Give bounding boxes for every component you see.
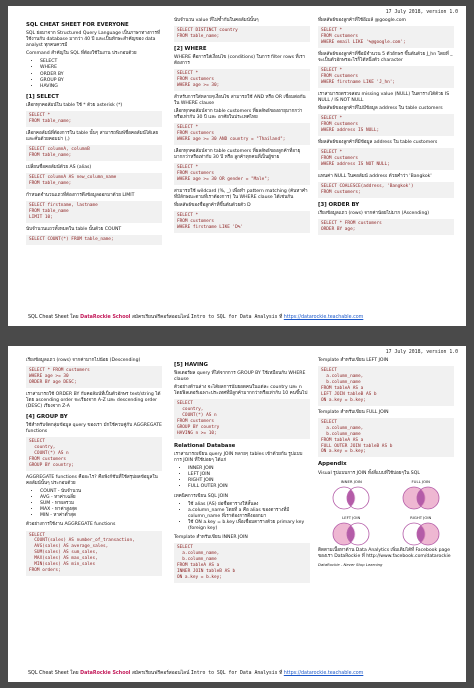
list-item: • ใช้ alias (AS) ย่อชื่อตารางให้สั้นลง (188, 502, 310, 508)
paragraph: SQL ย่อมาจาก Structured Query Language เป็นภาษาทางการที่ใช้งานกับ database มากว่า 40 ปี และเป็นทักษะสำคัญของ data analyst ทุกคนควรมี (26, 31, 160, 49)
venn-label: RIGHT JOIN (410, 514, 432, 520)
paragraph: ใช้สำหรับจัดกลุ่มข้อมูล query ของเรา มักใช้ควบคู่กับ AGGREGATE functions (26, 423, 162, 435)
venn-label: INNER JOIN (340, 478, 362, 484)
paragraph: ที่ผลลัพธ์ของลูกค้าที่ชื่อมีจำนวน 5 ตัวอักษร ขึ้นต้นด้วย J_hn โดยที่ _ จะเป็นตัวอักษรอะไรก็ได้หนึ่งตัว character (318, 51, 453, 63)
code-block: SELECT country, COUNT(*) AS n FROM customers GROUP BY country HAVING n >= 10; (174, 399, 310, 439)
paragraph: เลือกทุกคอลัมน์จาก table customers ที่ผลลัพธ์ของอายุมากกว่าหรือเท่ากับ 30 ปี และ อาศัยในประเทศไทย (174, 109, 303, 121)
code-block: SELECT COUNT(*) FROM table_name; (26, 235, 162, 245)
code-block: SELECT * FROM customers WHERE firstname LIKE 'D%' (174, 211, 310, 233)
paragraph: เลือกทุกคอลัมน์ใน table ใช้ * ด้วย asterisk (*) (26, 102, 123, 108)
bullet-list (188, 466, 310, 490)
paragraph: Template สำหรับเขียน LEFT JOIN (318, 358, 389, 363)
paragraph: เราสามารถตรวจสอบ missing value (NULL) ในตารางได้ด้วย IS NULL / IS NOT NULL (318, 91, 450, 103)
brand-name: DataRockie School (80, 315, 131, 320)
version-date: 17 July 2018, version 1.0 (385, 10, 458, 15)
code-block: SELECT * FROM customers WHERE email LIKE '%@google.com'; (318, 26, 454, 48)
column-3 (318, 18, 454, 239)
paragraph: เรียงข้อมูลแถว (rows) จากค่ามากไปน้อย (Descending) (26, 358, 141, 363)
paragraph: Command สำคัญใน SQL ที่ต้องใช้ในงาน ประกอบด้วย (26, 51, 137, 57)
paragraph: เลือกทุกคอลัมน์จาก table customers ที่ผลลัพธ์ของลูกค้าที่อายุมากกว่าหรือเท่ากับ 30 ปี หรือ ลูกค้าทุกคนที่เป็นผู้ชาย (174, 149, 301, 161)
paragraph: AGGREGATE functions คืออะไร? คือฟังก์ชันที่ใช้สรุปผลข้อมูลในคอลัมน์นั้นๆ ประกอบด้วย (26, 475, 158, 487)
list-item: • AVG - หาค่าเฉลี่ย (40, 495, 162, 501)
paragraph: กำหนดจำนวนแถวที่ต้องการดึงข้อมูลออกมาด้วย LIMIT (26, 192, 135, 198)
tagline: DataRockie - Never Stop Learning (318, 561, 383, 567)
list-item: • GROUP BY (40, 78, 162, 84)
paragraph: ตัวอย่างการใช้งาน AGGREGATE functions (26, 522, 116, 528)
section-heading: Relational Database (174, 443, 236, 449)
list-item: • a.column_name โดยที่ a คือ alias ของตารางที่มี column_name ที่เราต้องการดึงออกมา (188, 508, 310, 520)
list-item: • WHERE (40, 65, 162, 71)
code-block: SELECT * FROM customers ORDER BY age; (318, 219, 454, 235)
venn-diagram (321, 520, 381, 548)
section-heading: [2] WHERE (174, 45, 207, 52)
column-3 (318, 358, 454, 567)
code-block: SELECT * FROM customers WHERE address IS NOT NULL; (318, 148, 454, 170)
column-2 (174, 18, 310, 237)
venn-item (318, 515, 385, 548)
code-block: SELECT a.column_name, b.column_name FROM tableA AS a LEFT JOIN tableB AS b ON a.key = b.key; (318, 366, 454, 406)
venn-item (388, 515, 455, 548)
column-2 (174, 358, 310, 587)
cheat-sheet-page-2 (8, 346, 466, 682)
code-block: SELECT columnA, columnB FROM table_name; (26, 145, 162, 161)
paragraph: แทนค่า NULL ในคอลัมน์ address ด้วยคำว่า 'Bangkok' (318, 173, 432, 179)
footer (28, 669, 363, 677)
paragraph: สำหรับการใส่หลายๆเงื่อนไข สามารถใช้ AND หรือ OR เชื่อมต่อกันใน WHERE clause (174, 95, 306, 107)
join-venn-diagrams (318, 479, 454, 548)
course-name: Intro to SQL for Data Analysis (190, 315, 278, 320)
list-item: • SUM - หาผลรวม (40, 501, 162, 507)
code-block: SELECT * FROM customers WHERE firstname LIKE 'J_hn'; (318, 66, 454, 88)
code-block: SELECT * FROM customers WHERE address IS NULL; (318, 114, 454, 136)
list-item: • MIN - หาค่าต่ำสุด (40, 513, 162, 519)
list-item: • INNER JOIN (188, 466, 310, 472)
list-item: • ใช้ ON a.key = b.key เพื่อเชื่อมตารางด้วย primary key (foreign key) (188, 520, 310, 532)
paragraph: ที่ผลลัพธ์ของลูกค้าที่ไม่มีข้อมูล address ใน table customers (318, 105, 443, 111)
course-link[interactable]: https://datarockie.teachable.com (283, 671, 364, 676)
footer-text: SQL Cheat Sheet โดย (28, 671, 79, 676)
paragraph: นับจำนวน value ที่ไม่ซ้ำกันในคอลัมน์นั้นๆ (174, 18, 259, 23)
bullet-list (188, 502, 310, 532)
paragraph: สามารถใช้ wildcard (%, _) เพื่อทำ pattern matching (ค้นหาคำที่มีลักษณะตามที่เราต้องการ) ใน WHERE clause ได้เช่นกัน (174, 189, 308, 201)
code-block: SELECT firstname, lastname FROM table_name LIMIT 10; (26, 201, 162, 223)
paragraph: เทคนิคการเขียน SQL JOIN (174, 493, 229, 499)
footer-text-2: สมัครเรียนฟรีคอร์สออนไลน์ (131, 315, 190, 320)
venn-item (388, 479, 455, 512)
section-heading: SQL CHEAT SHEET FOR EVERYONE (26, 22, 129, 28)
venn-diagram (391, 484, 451, 512)
bullet-list (40, 489, 162, 519)
course-link[interactable]: https://datarockie.teachable.com (283, 315, 364, 320)
bullet-list (40, 59, 162, 89)
footer (28, 313, 363, 321)
list-item: • FULL OUTER JOIN (188, 484, 310, 490)
list-item: • SELECT (40, 59, 162, 65)
venn-diagram (321, 484, 381, 512)
venn-label: FULL JOIN (411, 478, 430, 484)
cheat-sheet-page-1 (8, 6, 466, 326)
paragraph: เปลี่ยนชื่อคอลัมน์ด้วย AS (alias) (26, 164, 92, 170)
paragraph: Template สำหรับเขียน FULL JOIN (318, 409, 389, 415)
code-block: SELECT DISTINCT country FROM table_name; (174, 26, 310, 42)
paragraph: เลือกคอลัมน์ที่ต้องการใน table นั้นๆ สามารถพิมพ์ชื่อคอลัมน์ได้เลย และคั่นด้วยคอมม่า (,) (26, 130, 159, 142)
brand-name: DataRockie School (80, 671, 131, 676)
version-date: 17 July 2018, version 1.0 (385, 350, 458, 355)
column-1 (26, 358, 162, 580)
list-item: • HAVING (40, 84, 162, 90)
section-heading: [1] SELECT (26, 93, 59, 100)
paragraph: WHERE คือการใส่เงื่อนไข (conditions) ในการ filter rows ที่เราต้องการ (174, 55, 306, 67)
course-name: Intro to SQL for Data Analysis (190, 671, 278, 676)
section-heading: [5] HAVING (174, 362, 208, 368)
paragraph: Visual รูปแบบการ JOIN ทั้งสี่แบบที่ใช้บ่อยๆใน SQL (318, 470, 420, 476)
list-item: • ORDER BY (40, 72, 162, 78)
list-item: • MAX - หาค่าสูงสุด (40, 507, 162, 513)
paragraph: ที่ผลลัพธ์ของลูกค้าที่ใช้อีเมล์ @google.com (318, 18, 407, 23)
code-block: SELECT COUNT(sales) AS number_of_transaction, AVG(sales) AS average_sales, SUM(sales) AS sum_sales, MAX(sales) AS max_sales, MIN(sales) AS min_sales FROM orders; (26, 531, 162, 577)
code-block: SELECT columnA AS new_column_name FROM table_name; (26, 173, 162, 189)
paragraph: นับจำนวนแถวทั้งหมดใน table นั้นด้วย COUNT (26, 226, 122, 232)
paragraph: เราสามารถใช้ ORDER BY กับคอลัมน์ที่เป็นตัวอักษร text/string ได้ โดย ascending order จะเรียงจาก A-Z และ descending order (DESC) เรียงจาก Z-A (26, 391, 161, 409)
venn-label: LEFT JOIN (342, 514, 361, 520)
paragraph: เรียงข้อมูลแถว (rows) จากค่าน้อยไปมาก (Ascending) (318, 210, 430, 216)
code-block: SELECT * FROM customers WHERE age >= 30 AND country = "Thailand"; (174, 123, 310, 145)
paragraph: ที่ผลลัพธ์ของลูกค้าที่มีข้อมูล address ใน table customers (318, 139, 438, 145)
code-block: SELECT * FROM customers WHERE age >= 30; (174, 69, 310, 91)
paragraph: ติดตามเนื้อหาด้าน Data Analytics เพิ่มเติมได้ที่ Facebook page ของเรา DataRockie ที่ http://www.facebook.com/datarockie (318, 547, 451, 559)
section-heading: Appendix (318, 461, 347, 468)
list-item: • LEFT JOIN (188, 472, 310, 478)
code-block: SELECT * FROM customers WHERE age >= 30 OR gender = "Male"; (174, 163, 310, 185)
paragraph: เราสามารถเขียน query JOIN หลายๆ tables เข้าด้วยกัน รูปแบบการ JOIN ที่ใช้บ่อยๆ ได้แก่ (174, 452, 303, 464)
venn-item (318, 479, 385, 512)
code-block: SELECT * FROM customers WHERE age >= 30 ORDER BY age DESC; (26, 366, 162, 388)
code-block: SELECT COALESCE(address, 'Bangkok') FROM customers; (318, 182, 454, 198)
code-block: SELECT a.column_name, b.column_name FROM tableA AS a INNER JOIN tableB AS b ON a.key = b.key; (174, 543, 310, 583)
paragraph: ที่ผลลัพธ์ของชื่อลูกค้าที่ขึ้นต้นด้วยตัว D (174, 203, 251, 209)
footer-text-3: ที่ (279, 315, 283, 320)
footer-text-3: ที่ (279, 671, 283, 676)
code-block: SELECT country, COUNT(*) AS n FROM customers GROUP BY country; (26, 437, 162, 471)
paragraph: Template สำหรับเขียน INNER JOIN (174, 534, 248, 540)
venn-diagram (391, 520, 451, 548)
code-block: SELECT * FROM table_name; (26, 111, 162, 127)
list-item: • COUNT - นับจำนวน (40, 489, 162, 495)
paragraph: ตัวอย่างด้านล่าง จะได้ผลการนับยอดคนในแต่ละ country และ n โดยฟิลเตอร์เฉพาะประเทศที่มีลูกค้ามากกว่าหรือเท่ากับ 10 คนขึ้นไป (174, 385, 308, 397)
code-block: SELECT a.column_name, b.column_name FROM tableA AS a FULL OUTER JOIN tableB AS b ON a.key = b.key; (318, 418, 454, 458)
list-item: • RIGHT JOIN (188, 478, 310, 484)
section-heading: [4] GROUP BY (26, 414, 68, 421)
footer-text-2: สมัครเรียนฟรีคอร์สออนไลน์ (131, 671, 190, 676)
paragraph: ฟิลเตอร์ผล query ที่ได้จากการ GROUP BY ใช้เหมือนกับ WHERE clause (174, 371, 306, 383)
column-1 (26, 18, 162, 249)
section-heading: [3] ORDER BY (318, 201, 360, 208)
footer-text: SQL Cheat Sheet โดย (28, 315, 79, 320)
